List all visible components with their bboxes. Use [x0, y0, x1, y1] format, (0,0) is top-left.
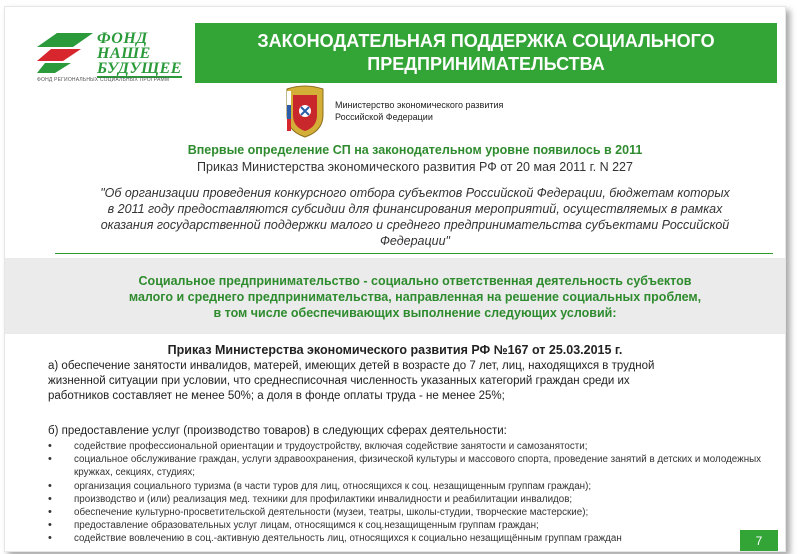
list-item: • содействие профессиональной ориентации и трудоустройству, включая содействие занятости и самозанятости;	[48, 440, 772, 453]
logo-wordmark	[97, 31, 182, 78]
fund-logo	[37, 29, 182, 89]
quote-line-3: оказания государственной поддержки малого и среднего предпринимательства субъектами Российской	[100, 218, 730, 232]
ministry-name	[335, 99, 503, 123]
condition-a	[48, 359, 768, 404]
condition-b-title: б) предоставление услуг (производство товаров) в следующих сферах деятельности:	[48, 425, 507, 437]
logo-line-3: БУДУЩЕЕ	[97, 60, 182, 77]
order-2011-quote	[55, 185, 775, 249]
title-line-2: ПРЕДПРИНИМАТЕЛЬСТВА	[367, 54, 605, 74]
logo-subtitle: ФОНД РЕГИОНАЛЬНЫХ СОЦИАЛЬНЫХ ПРОГРАММ	[37, 77, 170, 83]
list-item: • предоставление образовательных услуг лицам, относящимся к соц.незащищенным группам граждан;	[48, 519, 772, 532]
definition-line-2: малого и среднего предпринимательства, направленная на решение социальных проблем,	[128, 290, 702, 304]
title-line-1: ЗАКОНОДАТЕЛЬНАЯ ПОДДЕРЖКА СОЦИАЛЬНОГО	[257, 31, 715, 51]
page-number: 7	[740, 530, 778, 552]
social-entrepreneurship-definition	[65, 273, 765, 321]
logo-line-1: ФОНД	[97, 30, 148, 47]
quote-line-2: в 2011 году предоставляются субсидии для финансирования мероприятий, осуществляемых в рамках	[107, 202, 723, 216]
order-2011: Приказ Министерства экономического развития РФ от 20 мая 2011 г. N 227	[197, 160, 633, 174]
logo-line-2: НАШЕ	[97, 45, 151, 62]
ministry-block	[283, 85, 563, 141]
condition-a-line-1: а) обеспечение занятости инвалидов, матерей, имеющих детей в возрасте до 7 лет, лиц, находящихся в трудной	[48, 360, 655, 372]
first-definition: Впервые определение СП на законодательном уровне появилось в 2011	[187, 143, 643, 157]
quote-line-1: "Об организации проведения конкурсного отбора субъектов Российской Федерации, бюджетам которых	[100, 186, 730, 200]
list-item: • обеспечение культурно-просветительской деятельности (музеи, театры, школы-студии, творческие мастерские);	[48, 506, 772, 519]
condition-a-line-2: жизненной ситуации при условии, что среднесписочная численность указанных категорий граждан среди их	[48, 375, 630, 387]
activity-list	[48, 440, 772, 546]
logo-stripes-icon	[37, 33, 99, 73]
coat-of-arms-icon	[283, 85, 327, 139]
page-title	[195, 23, 777, 83]
order-167-title: Приказ Министерства экономического развития РФ №167 от 25.03.2015 г.	[167, 343, 623, 357]
list-item: • организация социального туризма (в части туров для лиц, относящихся к соц. незащищенным группам граждан);	[48, 480, 772, 493]
list-item: • производство и (или) реализация мед. техники для профилактики инвалидности и реабилитации инвалидов;	[48, 493, 772, 506]
ministry-line-2: Российской Федерации	[335, 112, 433, 122]
condition-a-line-3: работников составляет не менее 50%; а доля в фонде оплаты труда - не менее 25%;	[48, 390, 505, 402]
ministry-line-1: Министерство экономического развития	[335, 100, 504, 110]
quote-line-4: Федерации"	[379, 234, 450, 248]
definition-line-3: в том числе обеспечивающих выполнение следующих условий:	[213, 306, 617, 320]
slide	[4, 6, 786, 552]
divider-line	[55, 253, 773, 254]
definition-line-1: Социальное предпринимательство - социально ответственная деятельность субъектов	[138, 274, 692, 288]
list-item: • содействие вовлечению в соц.-активную деятельность лиц, относящихся к социально незащищённым группам граждан	[48, 532, 772, 545]
list-item: • социальное обслуживание граждан, услуги здравоохранения, физической культуры и массового спорта, проведение занятий в детских и молодежных кружках, секциях, студиях;	[48, 453, 772, 479]
